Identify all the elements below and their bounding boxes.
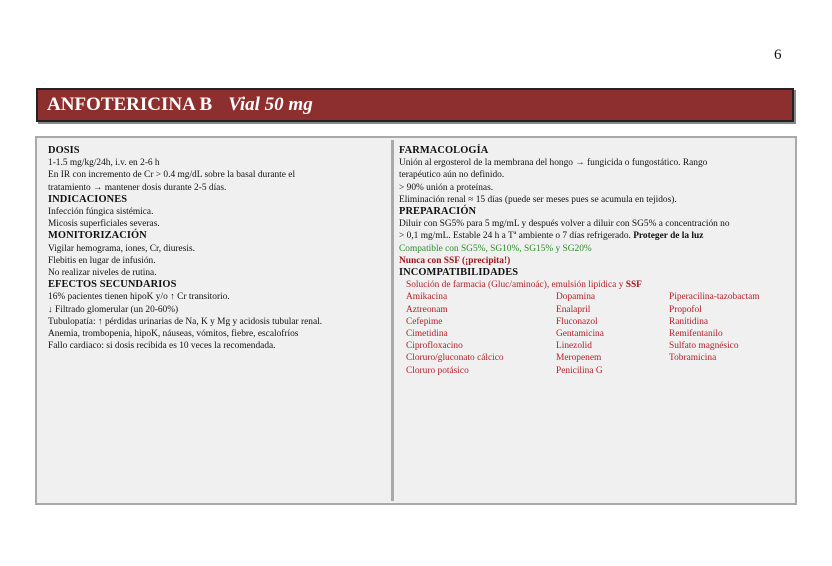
incompat-item: Piperacilina-tazobactam <box>669 292 760 303</box>
right-column <box>399 145 791 375</box>
incompat-column-1 <box>406 291 504 376</box>
incompat-intro-text: Solución de farmacia (Gluc/aminoác), emulsión lipídica y <box>406 280 626 291</box>
light-protection-note: Proteger de la luz <box>633 231 704 242</box>
drug-title-bar <box>36 88 794 122</box>
preparacion-line: Diluir con SG5% para 5 mg/mL y después volver a diluir con SG5% a concentración no <box>399 219 730 230</box>
incompat-ssf: SSF <box>625 280 642 291</box>
farmacologia-line: Eliminación renal ≈ 15 días (puede ser meses pues se acumula en tejidos). <box>399 194 677 205</box>
farmacologia-line: terapéutico aún no definido. <box>399 170 505 181</box>
incompat-item: Meropenem <box>556 353 602 364</box>
indicaciones-line: Micosis superficiales severas. <box>48 219 160 230</box>
efectos-heading: EFECTOS SECUNDARIOS <box>48 279 177 291</box>
left-column <box>48 145 388 352</box>
incompat-column-2 <box>556 291 604 376</box>
monitorizacion-line: Flebitis en lugar de infusión. <box>48 255 156 266</box>
incompat-intro <box>399 279 791 291</box>
drug-info-box <box>35 136 797 505</box>
incompat-item: Gentamicina <box>556 329 604 340</box>
incompat-item: Fluconazol <box>556 316 598 327</box>
vial-presentation: Vial 50 mg <box>228 94 313 115</box>
efectos-line: ↓ Filtrado glomerular (un 20-60%) <box>48 304 179 315</box>
incompat-item: Propofol <box>669 304 702 315</box>
incompat-item: Cimetidina <box>406 329 448 340</box>
incompat-column-3 <box>669 291 760 364</box>
incompat-item: Cloruro potásico <box>406 365 469 376</box>
preparacion-line <box>399 230 791 242</box>
incompat-item: Cloruro/gluconato cálcico <box>406 353 504 364</box>
incompat-item: Remifentanilo <box>669 329 723 340</box>
never-with-ssf-warning: Nunca con SSF (¡precipita!) <box>399 255 511 266</box>
incompat-item: Tobramicina <box>669 353 717 364</box>
preparacion-heading: PREPARACIÓN <box>399 206 477 218</box>
efectos-line: 16% pacientes tienen hipoK y/o ↑ Cr transitorio. <box>48 292 230 303</box>
efectos-line: Tubulopatía: ↑ pérdidas urinarias de Na, K y Mg y acidosis tubular renal. <box>48 316 323 327</box>
compatible-solutions: Compatible con SG5%, SG10%, SG15% y SG20% <box>399 243 592 254</box>
page-number: 6 <box>774 47 782 63</box>
preparacion-stability: > 0,1 mg/mL. Estable 24 h a Tª ambiente o 7 días refrigerado. <box>399 231 634 242</box>
incompatibilities-list <box>399 291 791 375</box>
incompat-item: Linezolid <box>556 341 592 352</box>
monitorizacion-heading: MONITORIZACIÓN <box>48 230 147 242</box>
efectos-line: Fallo cardiaco: si dosis recibida es 10 veces la recomendada. <box>48 341 276 352</box>
farmacologia-heading: FARMACOLOGÍA <box>399 145 489 156</box>
incompat-item: Cefepime <box>406 316 443 327</box>
incompat-item: Amikacina <box>406 292 448 303</box>
incompat-item: Enalapril <box>556 304 591 315</box>
incompat-item: Ciprofloxacino <box>406 341 463 352</box>
efectos-line: Anemia, trombopenia, hipoK, náuseas, vómitos, fiebre, escalofríos <box>48 329 299 340</box>
indicaciones-line: Infección fúngica sistémica. <box>48 207 154 218</box>
dosis-line: 1-1.5 mg/kg/24h, i.v. en 2-6 h <box>48 158 160 169</box>
monitorizacion-line: Vigilar hemograma, iones, Cr, diuresis. <box>48 243 195 254</box>
indicaciones-heading: INDICACIONES <box>48 193 128 205</box>
dosis-line: En IR con incremento de Cr > 0.4 mg/dL sobre la basal durante el <box>48 170 296 181</box>
incompat-item: Penicilina G <box>556 365 603 376</box>
incompat-item: Dopamina <box>556 292 596 303</box>
incompat-item: Sulfato magnésico <box>669 341 739 352</box>
incompat-item: Aztreonam <box>406 304 448 315</box>
farmacologia-line: > 90% unión a proteínas. <box>399 182 494 193</box>
incompatibilidades-heading: INCOMPATIBILIDADES <box>399 267 519 279</box>
monitorizacion-line: No realizar niveles de rutina. <box>48 268 157 279</box>
drug-name: ANFOTERICINA B <box>47 94 213 115</box>
dosis-line: tratamiento → mantener dosis durante 2-5 días. <box>48 182 227 193</box>
incompat-item: Ranitidina <box>669 316 709 327</box>
dosis-heading: DOSIS <box>48 145 80 156</box>
column-divider <box>391 140 394 501</box>
farmacologia-line: Unión al ergosterol de la membrana del hongo → fungicida o fungostático. Rango <box>399 158 708 169</box>
